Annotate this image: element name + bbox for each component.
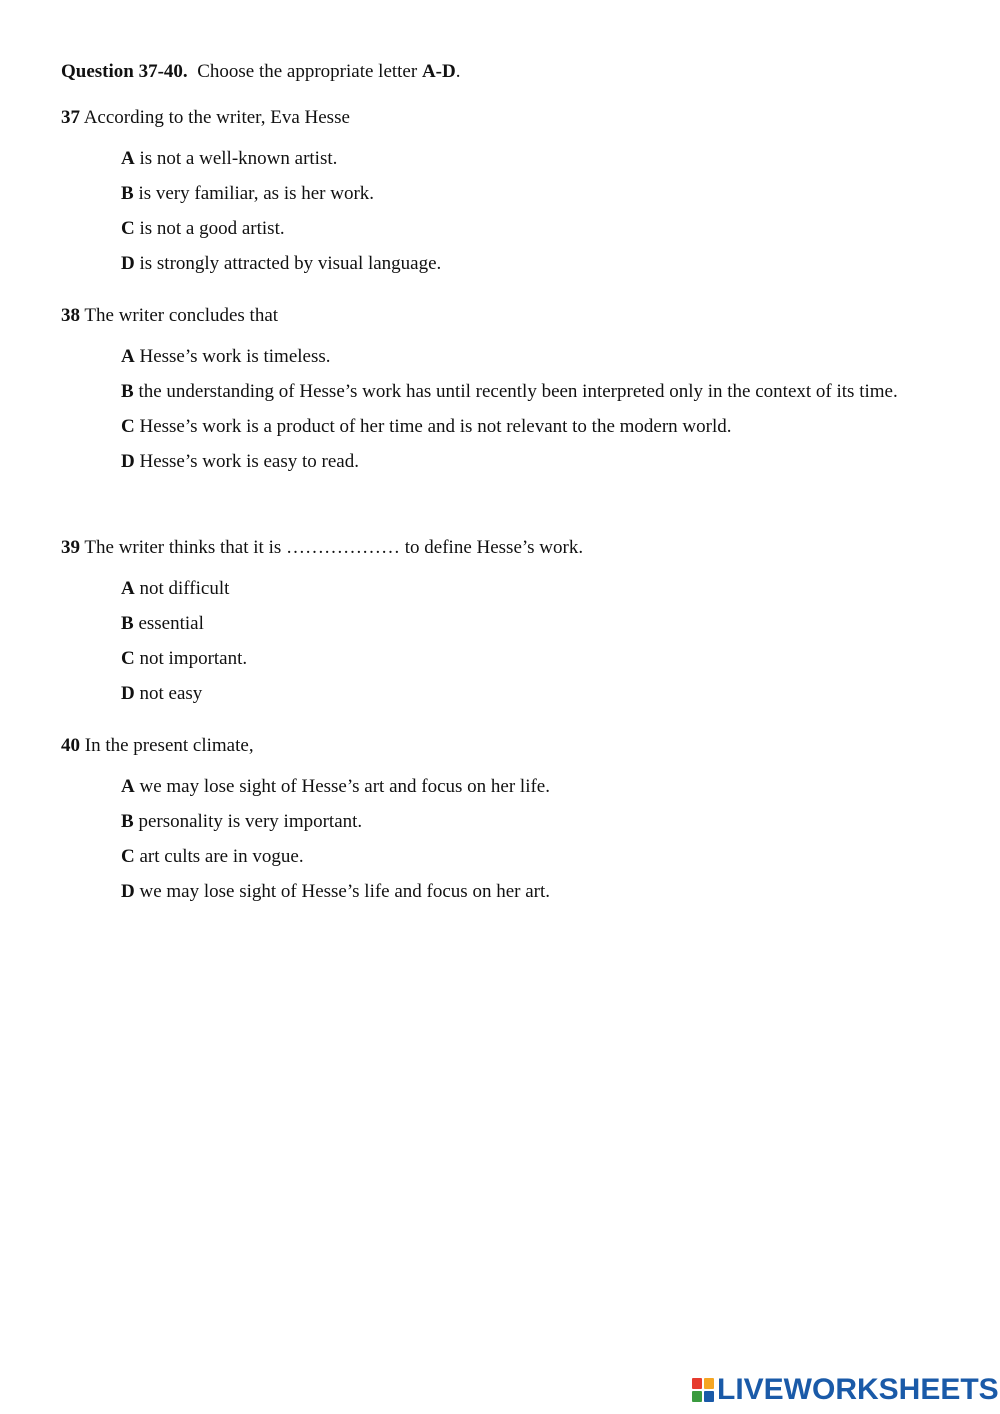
option-a[interactable] <box>121 141 941 176</box>
option-a[interactable] <box>121 571 941 606</box>
option-a[interactable] <box>121 339 941 374</box>
option-letter: B <box>121 811 134 832</box>
question-40 <box>61 734 941 909</box>
option-a[interactable] <box>121 769 941 804</box>
logo-square-red <box>692 1378 702 1389</box>
option-text: Hesse’s work is timeless. <box>139 346 331 367</box>
instruction-line <box>61 60 460 84</box>
option-letter: C <box>121 416 135 437</box>
option-b[interactable] <box>121 176 941 211</box>
question-text: According to the writer, Eva Hesse <box>83 107 350 128</box>
option-text: not difficult <box>139 578 230 599</box>
question-37 <box>61 106 941 281</box>
option-letter: A <box>121 346 135 367</box>
question-text: In the present climate, <box>84 735 254 756</box>
option-letter: A <box>121 776 135 797</box>
instruction-text: Choose the appropriate letter <box>197 61 418 82</box>
option-letter: D <box>121 683 135 704</box>
option-text: the understanding of Hesse’s work has until recently been interpreted only in the context of its time. <box>138 381 898 402</box>
logo-mark-icon <box>692 1378 714 1402</box>
option-d[interactable] <box>121 246 941 281</box>
question-stem <box>61 106 941 141</box>
question-number: 40 <box>61 735 80 756</box>
option-letter: D <box>121 253 135 274</box>
option-letter: C <box>121 218 135 239</box>
option-c[interactable] <box>121 641 941 676</box>
option-letter: A <box>121 578 135 599</box>
question-39 <box>61 536 941 711</box>
option-letter: A <box>121 148 135 169</box>
option-letter: C <box>121 846 135 867</box>
logo-text: LIVEWORKSHEETS <box>717 1373 999 1406</box>
option-d[interactable] <box>121 874 941 909</box>
option-c[interactable] <box>121 409 941 444</box>
option-text: is strongly attracted by visual language. <box>139 253 442 274</box>
option-c[interactable] <box>121 211 941 246</box>
option-text: is very familiar, as is her work. <box>138 183 375 204</box>
option-text: we may lose sight of Hesse’s life and focus on her art. <box>139 881 550 902</box>
option-b[interactable] <box>121 606 941 641</box>
option-text: art cults are in vogue. <box>139 846 304 867</box>
liveworksheets-logo <box>692 1374 999 1406</box>
option-d[interactable] <box>121 676 941 711</box>
option-text: essential <box>138 613 204 634</box>
question-stem <box>61 304 941 339</box>
option-d[interactable] <box>121 444 941 479</box>
option-text: not easy <box>139 683 203 704</box>
logo-square-orange <box>704 1378 714 1389</box>
option-text: is not a good artist. <box>139 218 285 239</box>
option-b[interactable] <box>121 374 941 409</box>
option-letter: B <box>121 183 134 204</box>
option-c[interactable] <box>121 839 941 874</box>
instruction-end: . <box>455 61 461 82</box>
question-stem <box>61 734 941 769</box>
question-number: 38 <box>61 305 80 326</box>
option-letter: D <box>121 881 135 902</box>
option-text: personality is very important. <box>138 811 363 832</box>
option-text: is not a well-known artist. <box>139 148 338 169</box>
question-number: 39 <box>61 537 80 558</box>
question-stem <box>61 536 941 571</box>
option-letter: B <box>121 613 134 634</box>
option-text: Hesse’s work is easy to read. <box>139 451 359 472</box>
logo-square-blue <box>704 1391 714 1402</box>
question-38 <box>61 304 941 479</box>
question-text: The writer thinks that it is ……………… to define Hesse’s work. <box>84 537 584 558</box>
option-letter: C <box>121 648 135 669</box>
logo-square-green <box>692 1391 702 1402</box>
letter-range: A-D <box>421 61 456 82</box>
option-text: Hesse’s work is a product of her time and is not relevant to the modern world. <box>139 416 732 437</box>
option-b[interactable] <box>121 804 941 839</box>
question-text: The writer concludes that <box>84 305 279 326</box>
option-letter: D <box>121 451 135 472</box>
option-letter: B <box>121 381 134 402</box>
option-text: we may lose sight of Hesse’s art and focus on her life. <box>139 776 550 797</box>
option-text: not important. <box>139 648 248 669</box>
question-range-label: Question 37-40. <box>61 61 188 82</box>
question-number: 37 <box>61 107 80 128</box>
